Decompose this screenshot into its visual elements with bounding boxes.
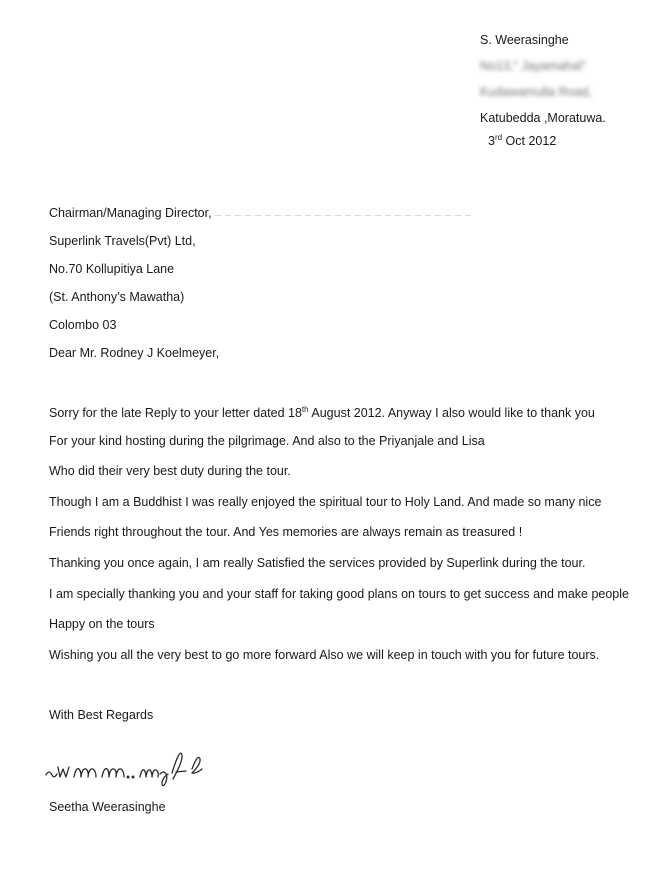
sender-city: Katubedda ,Moratuwa. [480,111,606,125]
recipient-company: Superlink Travels(Pvt) Ltd, [49,234,196,248]
letter-date: 3rd Oct 2012 [488,133,557,148]
sender-address-line2-redacted: Kudawamulla Road, [480,85,592,99]
recipient-street: No.70 Kollupitiya Lane [49,262,175,276]
sender-address-line1-redacted: No13," Jayamahal" [480,59,587,73]
body-line-3: Who did their very best duty during the tour. [49,464,291,479]
recipient-title: Chairman/Managing Director, [49,206,212,220]
body-line-8: Happy on the tours [49,617,155,632]
body-line-5: Friends right throughout the tour. And Yes memories are always remain as treasured ! [49,525,523,540]
recipient-city: Colombo 03 [49,318,117,332]
body-line-9: Wishing you all the very best to go more forward Also we will keep in touch with you for future tours. [49,647,600,662]
recipient-block [49,205,219,373]
body-line-4: Though I am a Buddhist I was really enjoyed the spiritual tour to Holy Land. And made so many nice [49,494,602,509]
signer-name: Seetha Weerasinghe [49,800,166,814]
body-line-7: I am specially thanking you and your staff for taking good plans on tours to get success and make people [49,586,629,601]
sender-block [480,27,606,131]
body-line-1: Sorry for the late Reply to your letter dated 18th August 2012. Anyway I also would like to thank you [49,405,595,420]
recipient-area: (St. Anthony’s Mawatha) [49,290,185,304]
closing-salutation: With Best Regards [49,708,154,722]
body-line-6: Thanking you once again, I am really Satisfied the services provided by Superlink during the tour. [49,555,586,570]
handwritten-signature [44,745,214,795]
body-line-2: For your kind hosting during the pilgrimage. And also to the Priyanjale and Lisa [49,433,485,448]
letter-body [49,402,639,677]
faint-divider [215,215,475,216]
sender-name: S. Weerasinghe [480,33,569,47]
letter-greeting: Dear Mr. Rodney J Koelmeyer, [49,346,220,360]
